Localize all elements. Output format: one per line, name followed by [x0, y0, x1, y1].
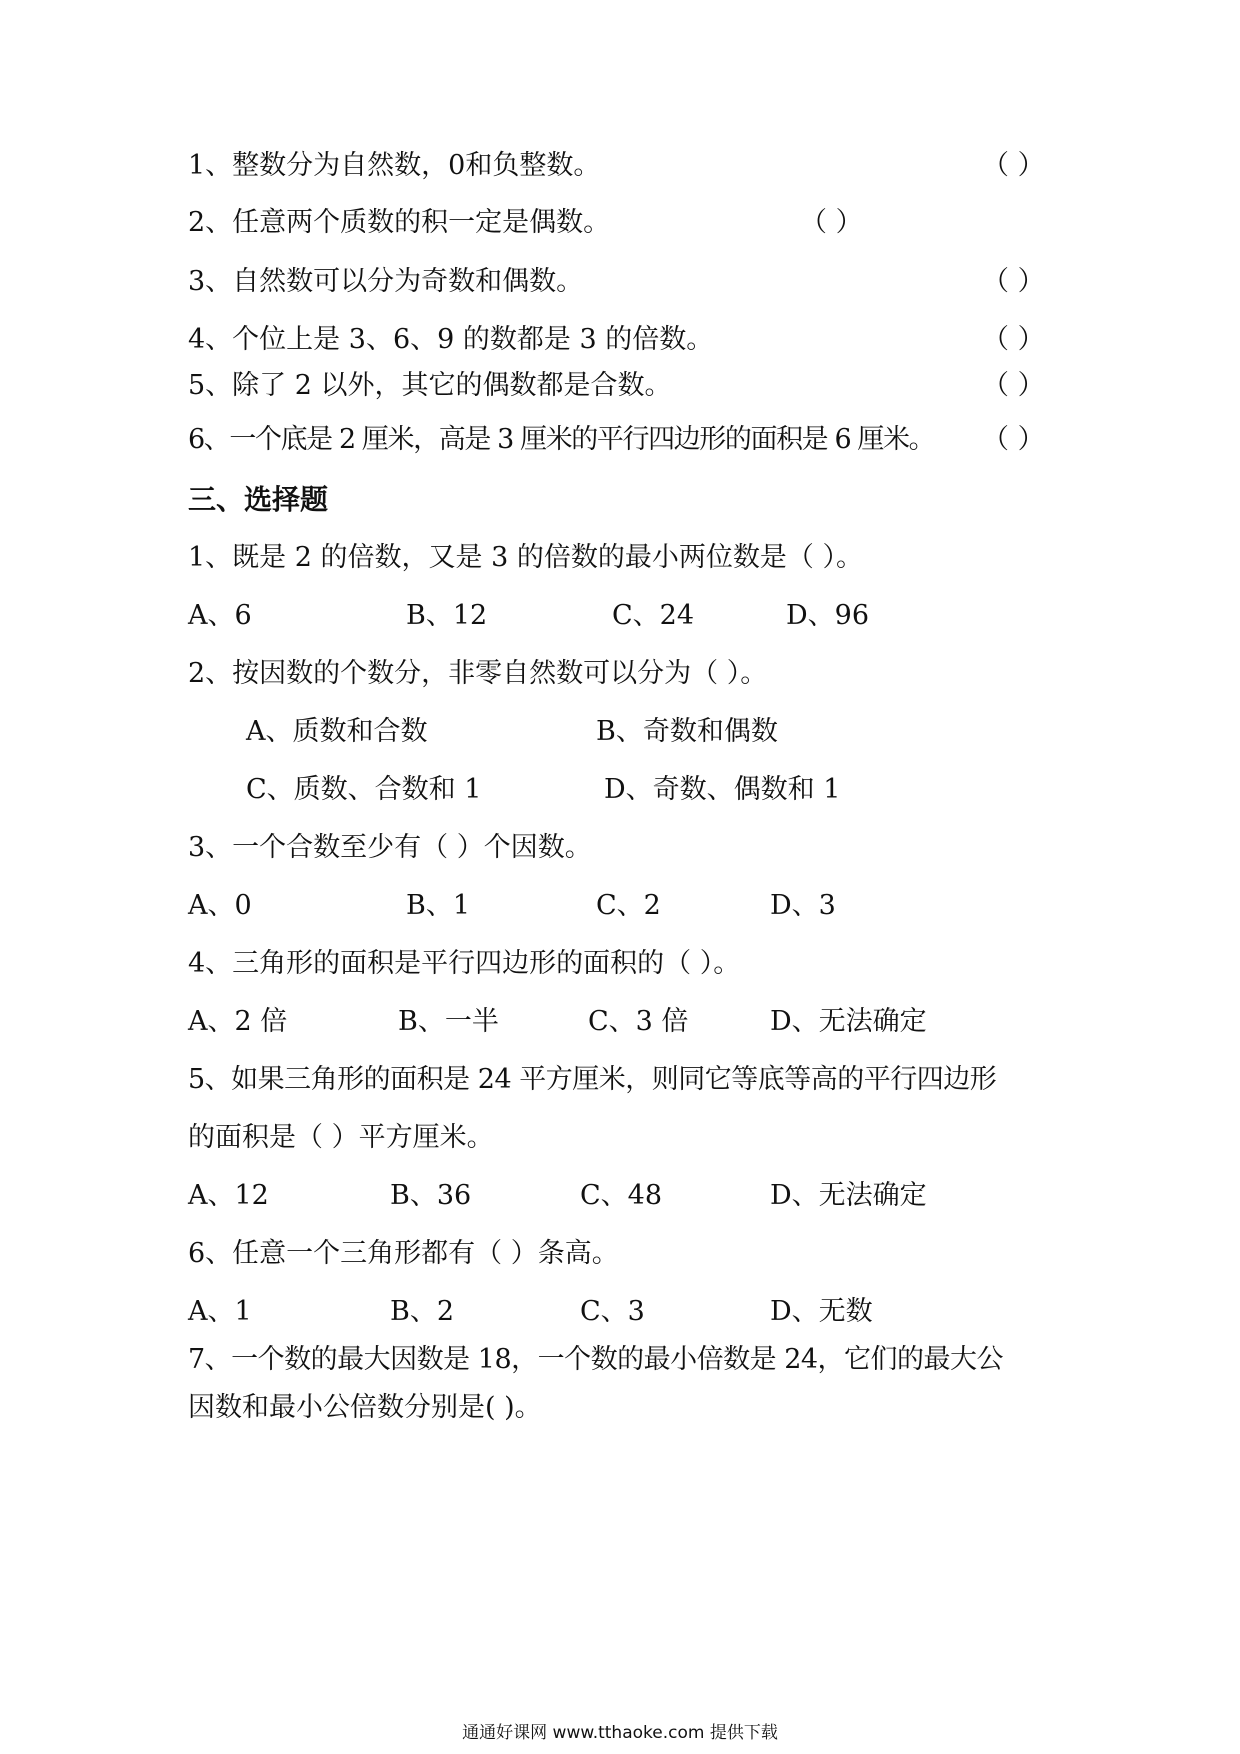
q3-option-c[interactable]: C、2: [596, 890, 661, 921]
choice-question-6: 6、任意一个三角形都有（ ）条高。: [188, 1238, 619, 1269]
judge-answer-blank-1[interactable]: （ ）: [982, 150, 1045, 181]
q1-option-a[interactable]: A、6: [188, 600, 252, 631]
q6-option-b[interactable]: B、2: [390, 1296, 455, 1327]
q5-option-b[interactable]: B、36: [390, 1180, 472, 1211]
q6-option-a[interactable]: A、1: [188, 1296, 252, 1327]
judge-answer-blank-2[interactable]: （ ）: [800, 207, 863, 238]
q1-option-c[interactable]: C、24: [612, 600, 695, 631]
judge-item-3: 3、自然数可以分为奇数和偶数。: [188, 266, 584, 297]
q3-option-d[interactable]: D、3: [770, 890, 836, 921]
q4-option-b[interactable]: B、一半: [398, 1006, 499, 1037]
judge-answer-blank-6[interactable]: （ ）: [982, 424, 1045, 455]
judge-item-6: 6、一个底是 2 厘米，高是 3 厘米的平行四边形的面积是 6 厘米。: [188, 424, 935, 455]
judge-item-2: 2、任意两个质数的积一定是偶数。: [188, 207, 611, 238]
judge-item-1: 1、整数分为自然数，0和负整数。: [188, 150, 601, 181]
choice-question-5-continued: 的面积是（ ）平方厘米。: [188, 1122, 494, 1153]
q2-option-c[interactable]: C、质数、合数和 1: [246, 774, 482, 805]
choice-question-2: 2、按因数的个数分，非零自然数可以分为（ ）。: [188, 658, 768, 689]
choice-question-7: 7、一个数的最大因数是 18，一个数的最小倍数是 24，它们的最大公: [188, 1344, 1004, 1375]
q2-option-d[interactable]: D、奇数、偶数和 1: [604, 774, 841, 805]
q2-option-b[interactable]: B、奇数和偶数: [596, 716, 778, 747]
q4-option-a[interactable]: A、2 倍: [188, 1006, 288, 1037]
q5-option-d[interactable]: D、无法确定: [770, 1180, 927, 1211]
q4-option-d[interactable]: D、无法确定: [770, 1006, 927, 1037]
judge-item-4: 4、个位上是 3、6、9 的数都是 3 的倍数。: [188, 324, 714, 355]
judge-answer-blank-3[interactable]: （ ）: [982, 266, 1045, 297]
choice-question-7-continued: 因数和最小公倍数分别是( )。: [188, 1392, 542, 1423]
q4-option-c[interactable]: C、3 倍: [588, 1006, 689, 1037]
q3-option-a[interactable]: A、0: [188, 890, 252, 921]
q6-option-c[interactable]: C、3: [580, 1296, 645, 1327]
q5-option-c[interactable]: C、48: [580, 1180, 663, 1211]
q1-option-b[interactable]: B、12: [406, 600, 488, 631]
judge-answer-blank-5[interactable]: （ ）: [982, 370, 1045, 401]
q6-option-d[interactable]: D、无数: [770, 1296, 873, 1327]
q5-option-a[interactable]: A、12: [188, 1180, 269, 1211]
q3-option-b[interactable]: B、1: [406, 890, 471, 921]
q1-option-d[interactable]: D、96: [786, 600, 870, 631]
choice-question-4: 4、三角形的面积是平行四边形的面积的（ ）。: [188, 948, 741, 979]
q2-option-a[interactable]: A、质数和合数: [246, 716, 428, 747]
section-heading-choice: 三、选择题: [188, 483, 329, 516]
judge-answer-blank-4[interactable]: （ ）: [982, 324, 1045, 355]
choice-question-3: 3、一个合数至少有（ ）个因数。: [188, 832, 592, 863]
judge-item-5: 5、除了 2 以外，其它的偶数都是合数。: [188, 370, 672, 401]
choice-question-5: 5、如果三角形的面积是 24 平方厘米，则同它等底等高的平行四边形: [188, 1064, 997, 1095]
choice-question-1: 1、既是 2 的倍数，又是 3 的倍数的最小两位数是（ ）。: [188, 542, 863, 573]
page-footer-source: 通通好课网 www.tthaoke.com 提供下载: [462, 1723, 778, 1743]
